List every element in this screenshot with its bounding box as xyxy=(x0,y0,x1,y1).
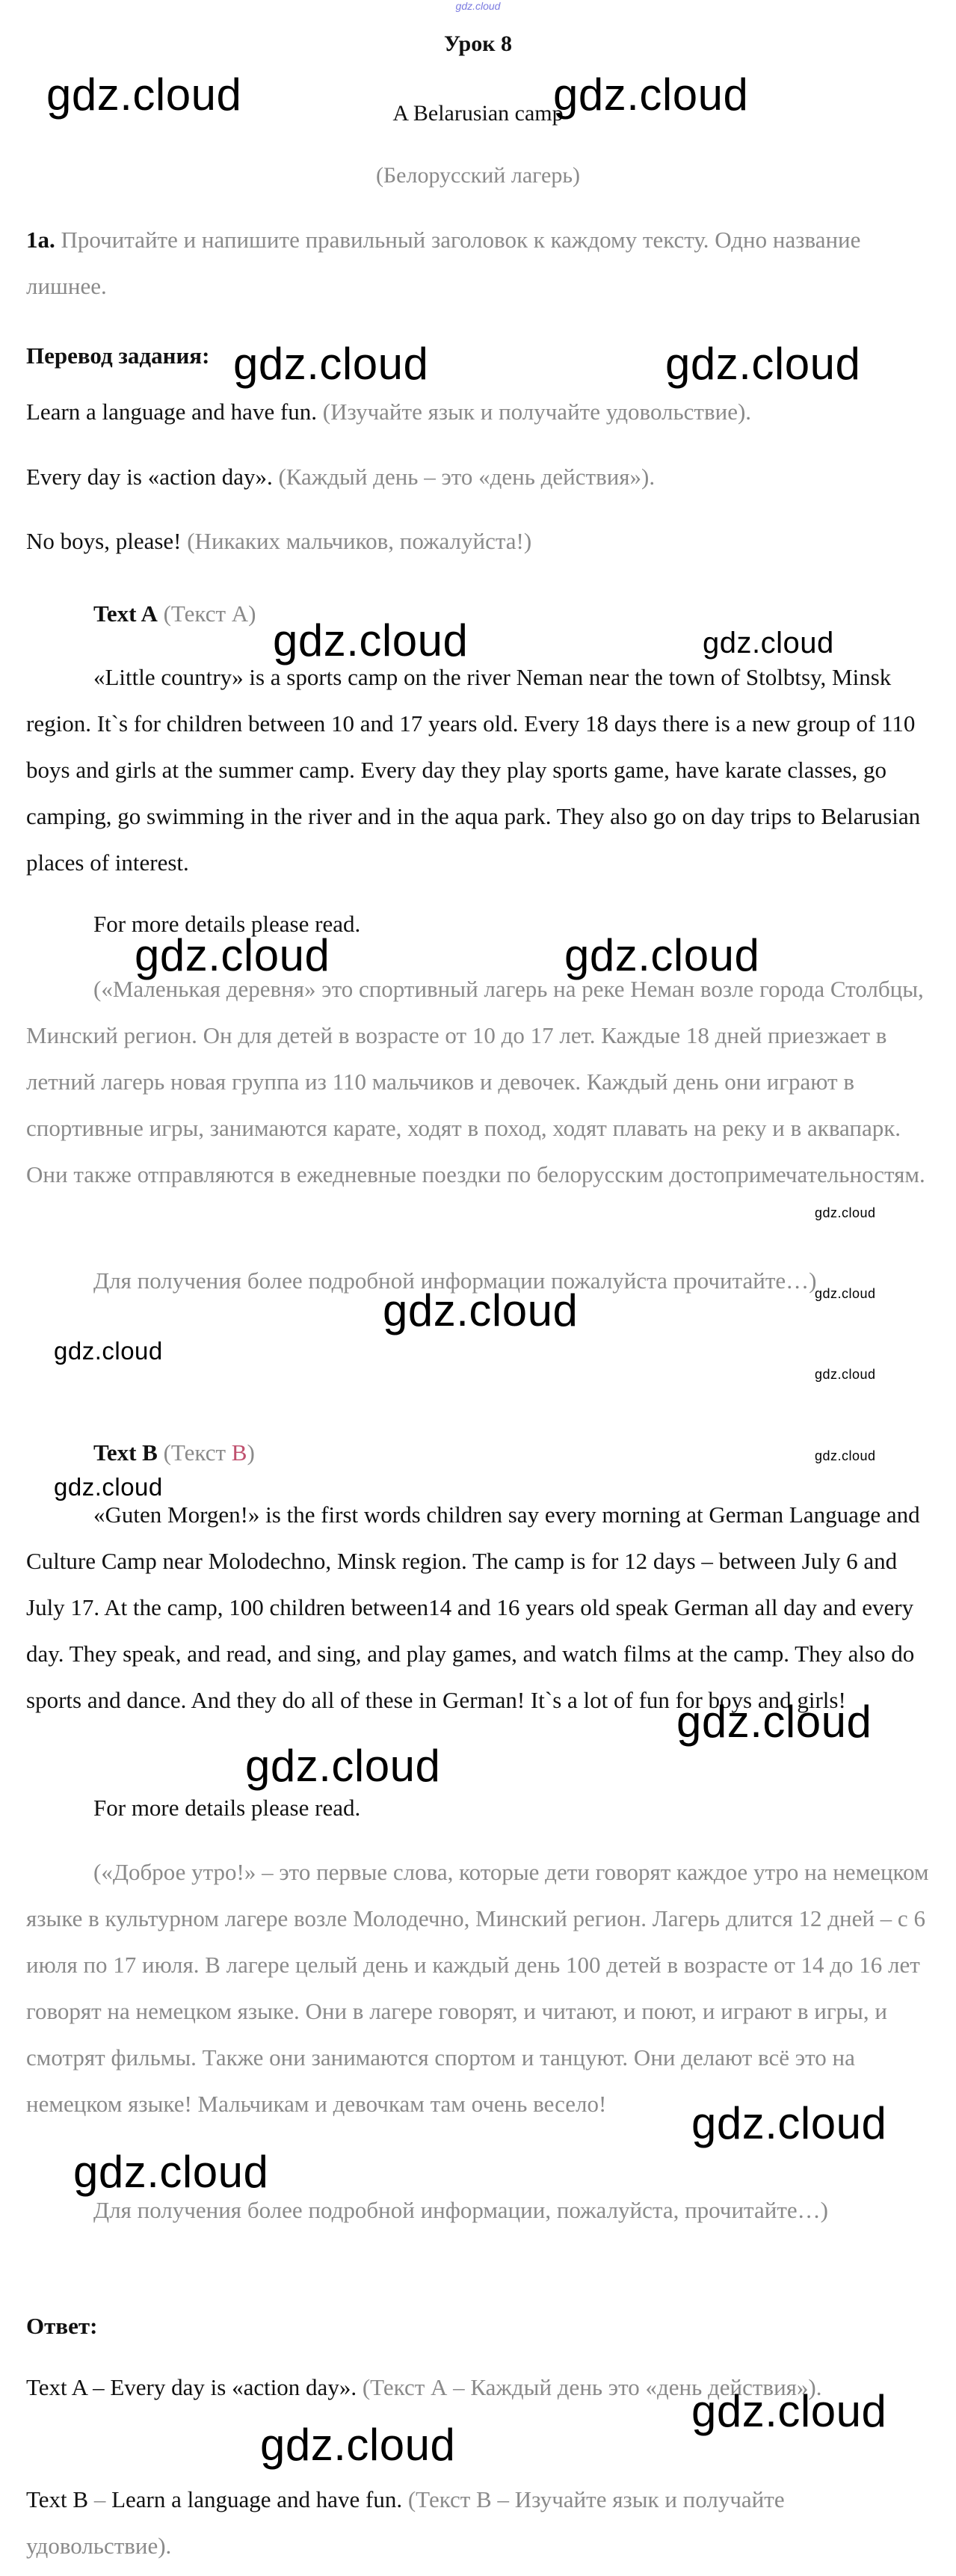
watermark: gdz.cloud xyxy=(273,615,469,665)
text-b-title: Text B xyxy=(93,1439,158,1466)
watermark: gdz.cloud xyxy=(46,70,242,120)
lesson-subtitle: A Belarusian camp xyxy=(392,101,564,126)
watermark: gdz.cloud xyxy=(815,1205,876,1220)
watermark: gdz.cloud xyxy=(260,2420,456,2470)
text-a-more-ru: Для получения более подробной информации пожалуйста прочитайте…) xyxy=(93,1267,817,1294)
watermark: gdz.cloud xyxy=(815,1367,876,1382)
text-b-body: «Guten Morgen!» is the first words children say every morning at German Language and Culture Camp near Molodechno, Minsk region. The camp is for 12 days – between July 6 and July 17. At the camp, 100 children between14 and 16 years old speak German all day and every day. They speak, and read, and sing, and play games, and watch films at the camp. They also do sports and dance. And they do all of these in German! It`s a lot of fun for boys and girls! xyxy=(26,1501,920,1713)
text-b-body-ru: («Доброе утро!» – это первые слова, которые дети говорят каждое утро на немецком языке в культурном лагере возле Молодечно, Минский регион. Лагерь длится 12 дней – с 6 июля по 17 июля. В лагере целый день и каждый день 100 детей в возрасте от 14 до 16 лет говорят на немецком языке. Они в лагере говорят, и читают, и поют, и играют в игры, и смотрят фильмы. Также они занимаются спортом и танцуют. Они делают всё это на немецком языке! Мальчикам и девочкам там очень весело! xyxy=(26,1859,929,2117)
watermark: gdz.cloud xyxy=(245,1741,441,1791)
text-a-more: For more details please read. xyxy=(93,911,361,937)
heading-option-3 xyxy=(26,518,931,565)
watermark: gdz.cloud xyxy=(815,1286,876,1301)
task-number: 1a. xyxy=(26,227,55,253)
heading-option-en: Every day is «action day». xyxy=(26,464,273,490)
heading-option-2 xyxy=(26,454,931,500)
watermark: gdz.cloud xyxy=(564,930,760,980)
text-a-body-ru: («Маленькая деревня» это спортивный лагерь на реке Неман возле города Столбцы, Минский регион. Он для детей в возрасте от 10 до 17 лет. Каждые 18 дней приезжает в летний лагерь новая группа из 110 мальчиков и девочек. Каждый день они играют в спортивные игры, занимаются карате, ходят в поход, ходят плавать на реку и в аквапарк. Они также отправляются в ежедневные поездки по белорусским достопримечательностям. xyxy=(26,976,925,1187)
text-a-title-ru: (Текст А) xyxy=(163,600,256,627)
heading-option-1 xyxy=(26,389,931,435)
task-instruction-text: Прочитайте и напишите правильный заголовок к каждому тексту. Одно название лишнее. xyxy=(26,227,861,299)
watermark: gdz.cloud xyxy=(73,2147,269,2197)
task-instruction xyxy=(26,217,931,310)
answer-label: Ответ: xyxy=(26,2313,98,2339)
heading-option-ru: (Каждый день – это «день действия»). xyxy=(278,464,656,490)
lesson-title: Урок 8 xyxy=(443,31,513,56)
answer-b: Text B – Learn a language and have fun. (Текст В – Изучайте язык и получайте удовольствие). xyxy=(26,2486,785,2559)
text-b-more-ru: Для получения более подробной информации, пожалуйста, прочитайте…) xyxy=(93,2197,828,2223)
answer-a-ru: (Текст А – Каждый день это «день действия»). xyxy=(362,2374,822,2400)
heading-option-ru: (Никаких мальчиков, пожалуйста!) xyxy=(187,528,532,554)
watermark: gdz.cloud xyxy=(691,2386,887,2436)
watermark: gdz.cloud xyxy=(383,1285,579,1335)
text-b-more: For more details please read. xyxy=(93,1795,361,1821)
site-mark: gdz.cloud xyxy=(455,0,501,12)
text-a-body: «Little country» is a sports camp on the river Neman near the town of Stolbtsy, Minsk region. It`s for children between 10 and 17 years old. Every 18 days there is a new group of 110 boys and girls at the summer camp. Every day they play sports game, have karate classes, go camping, go swimming in the river and in the aqua park. They also go on day trips to Belarusian places of interest. xyxy=(26,664,921,876)
watermark: gdz.cloud xyxy=(233,339,429,389)
heading-option-en: No boys, please! xyxy=(26,528,182,554)
watermark: gdz.cloud xyxy=(665,339,861,389)
watermark: gdz.cloud xyxy=(815,1448,876,1463)
watermark: gdz.cloud xyxy=(691,2098,887,2148)
lesson-subtitle-ru: (Белорусский лагерь) xyxy=(375,163,581,188)
answer-b-en: Learn a language and have fun. xyxy=(111,2486,403,2512)
watermark: gdz.cloud xyxy=(553,70,749,120)
text-b-title-ru: (Текст В) xyxy=(163,1439,255,1466)
watermark: gdz.cloud xyxy=(54,1473,163,1501)
watermark: gdz.cloud xyxy=(135,930,330,980)
answer-a-en: Text A – Every day is «action day». xyxy=(26,2374,357,2400)
watermark: gdz.cloud xyxy=(703,627,834,660)
translation-label: Перевод задания: xyxy=(26,342,210,369)
heading-option-en: Learn a language and have fun. xyxy=(26,399,318,425)
heading-option-ru: (Изучайте язык и получайте удовольствие). xyxy=(322,399,752,425)
watermark: gdz.cloud xyxy=(54,1337,163,1365)
answer-b-en-prefix: Text B xyxy=(26,2486,89,2512)
text-a-title: Text A xyxy=(93,600,158,627)
answer-b-ru: (Текст В – Изучайте язык и получайте удовольствие). xyxy=(26,2486,785,2559)
text-b-label xyxy=(26,1430,931,1476)
watermark: gdz.cloud xyxy=(676,1697,872,1747)
